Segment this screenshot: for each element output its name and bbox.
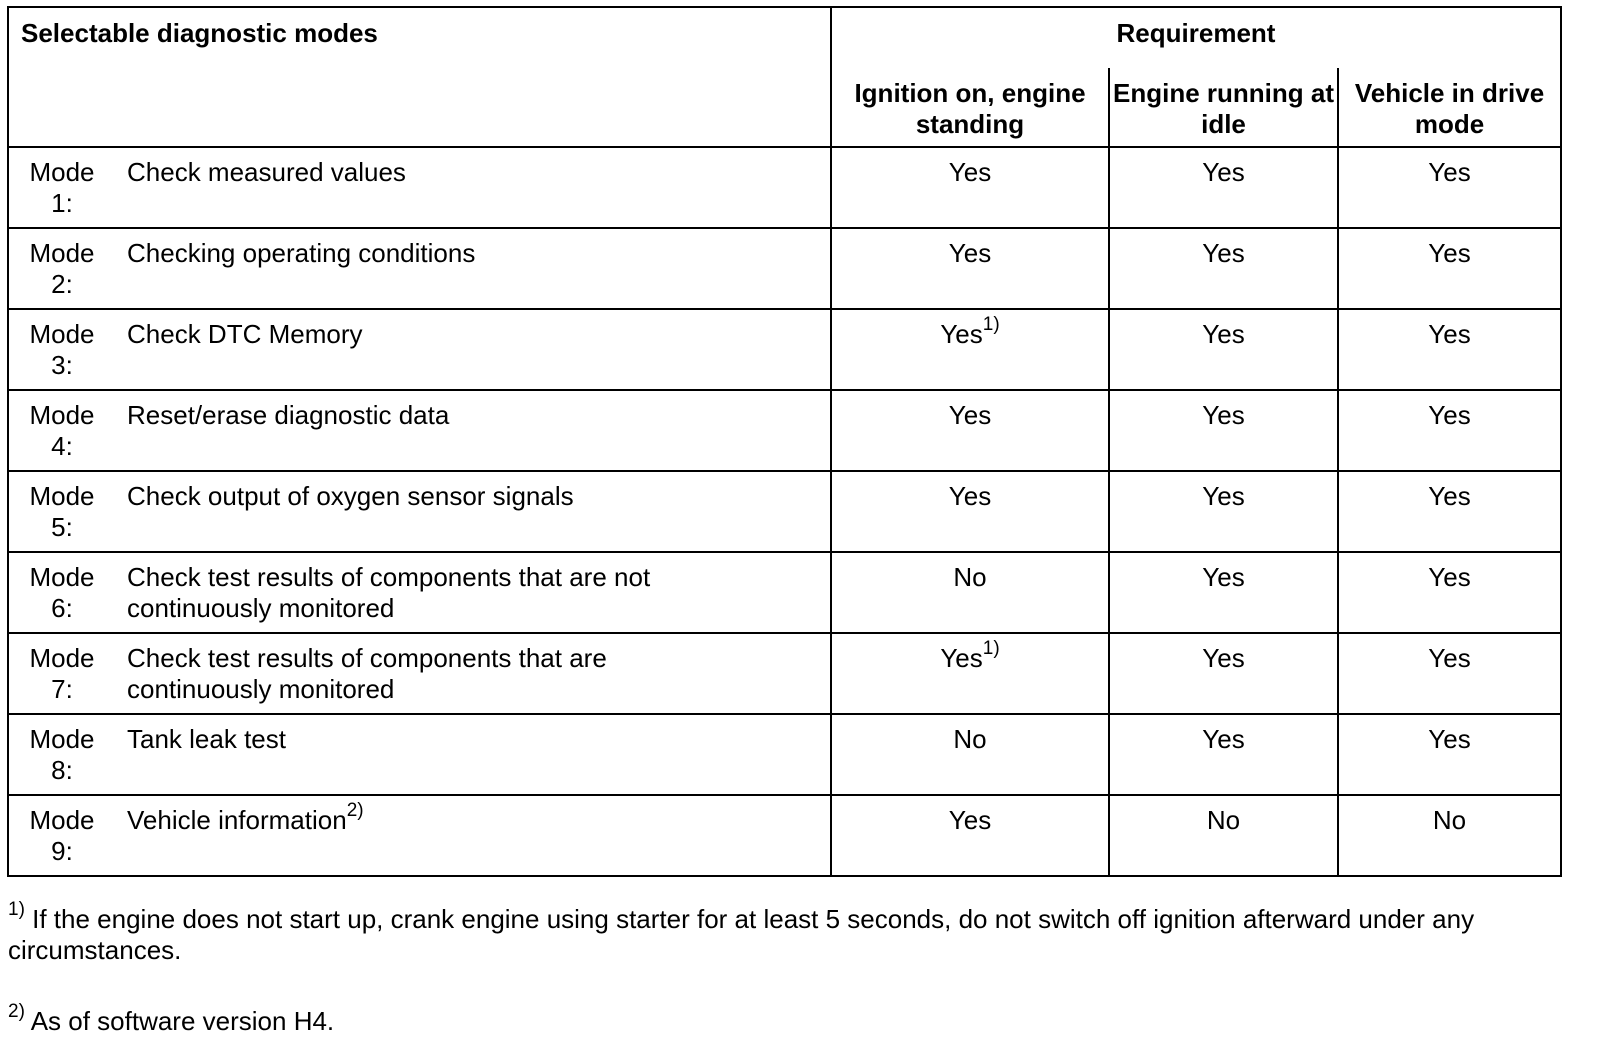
value-text: Yes (1202, 157, 1245, 187)
mode-label (22, 157, 102, 219)
value-text: Yes (1202, 724, 1245, 754)
value-engine-idle (1109, 552, 1338, 633)
value-text: Yes (940, 319, 983, 349)
mode-description-text: Tank leak test (127, 724, 286, 754)
mode-description (127, 481, 687, 512)
value-text: Yes (1428, 319, 1471, 349)
value-text: Yes (1428, 562, 1471, 592)
mode-label (22, 643, 102, 705)
value-engine-idle (1109, 309, 1338, 390)
diagnostic-modes-table (7, 6, 1562, 877)
table-row (8, 552, 1561, 633)
footnote-marker: 1) (8, 899, 25, 921)
value-text: Yes (1428, 238, 1471, 268)
mode-description (127, 643, 687, 705)
mode-description-cell (8, 552, 831, 633)
footnote-reference: 1) (982, 314, 1000, 336)
value-ignition-on (831, 228, 1109, 309)
value-text: No (953, 562, 987, 592)
mode-number: 2: (51, 269, 73, 299)
value-engine-idle (1109, 390, 1338, 471)
mode-label (22, 805, 102, 867)
table-body (8, 147, 1561, 876)
value-ignition-on (831, 633, 1109, 714)
mode-word: Mode (29, 238, 95, 268)
header-ignition-on: Ignition on, engine standing (831, 68, 1109, 147)
table-row (8, 471, 1561, 552)
value-ignition-on (831, 309, 1109, 390)
mode-description-text: Check DTC Memory (127, 319, 363, 349)
mode-description (127, 724, 687, 755)
value-drive-mode (1338, 147, 1561, 228)
mode-number: 8: (51, 755, 73, 785)
mode-word: Mode (29, 481, 95, 511)
mode-word: Mode (29, 643, 95, 673)
mode-description-cell (8, 795, 831, 876)
value-text: Yes (1202, 643, 1245, 673)
mode-description-cell (8, 633, 831, 714)
value-drive-mode (1338, 633, 1561, 714)
table-row (8, 309, 1561, 390)
mode-word: Mode (29, 562, 95, 592)
mode-description-text: Checking operating conditions (127, 238, 476, 268)
mode-description-text: Vehicle information (127, 805, 347, 835)
value-engine-idle (1109, 633, 1338, 714)
mode-description-text: Check test results of components that are continuously monitored (127, 643, 607, 704)
mode-description (127, 238, 687, 269)
value-text: Yes (940, 643, 983, 673)
mode-number: 1: (51, 188, 73, 218)
mode-number: 3: (51, 350, 73, 380)
mode-number: 7: (51, 674, 73, 704)
value-text: Yes (1202, 319, 1245, 349)
mode-label (22, 481, 102, 543)
table-row (8, 714, 1561, 795)
value-text: Yes (948, 157, 992, 187)
value-text: Yes (948, 481, 992, 511)
table-row (8, 795, 1561, 876)
mode-description-cell (8, 147, 831, 228)
value-text: Yes (1428, 643, 1471, 673)
footnote-marker: 2) (8, 1001, 25, 1023)
mode-description (127, 319, 687, 350)
value-ignition-on (831, 471, 1109, 552)
value-text: Yes (1428, 157, 1471, 187)
mode-description-text: Check output of oxygen sensor signals (127, 481, 574, 511)
mode-description-cell (8, 228, 831, 309)
table-row (8, 228, 1561, 309)
value-text: Yes (1202, 400, 1245, 430)
table-row (8, 390, 1561, 471)
mode-description (127, 800, 687, 836)
mode-word: Mode (29, 724, 95, 754)
mode-description (127, 562, 687, 624)
mode-description-text: Check measured values (127, 157, 406, 187)
value-text: Yes (1428, 724, 1471, 754)
mode-label (22, 562, 102, 624)
table-row (8, 633, 1561, 714)
mode-word: Mode (29, 157, 95, 187)
mode-label (22, 400, 102, 462)
header-selectable-modes: Selectable diagnostic modes (8, 7, 831, 147)
mode-description-text: Check test results of components that are not continuously monitored (127, 562, 651, 623)
value-text: Yes (1202, 481, 1245, 511)
value-text: No (953, 724, 987, 754)
header-requirement: Requirement (831, 7, 1561, 68)
value-ignition-on (831, 147, 1109, 228)
value-drive-mode (1338, 471, 1561, 552)
value-engine-idle (1109, 147, 1338, 228)
mode-description-cell (8, 714, 831, 795)
footnote-reference: 2) (346, 800, 364, 822)
value-ignition-on (831, 795, 1109, 876)
mode-label (22, 319, 102, 381)
value-text: No (1432, 805, 1467, 835)
value-text: Yes (1202, 238, 1245, 268)
value-text: Yes (948, 238, 992, 268)
value-engine-idle (1109, 795, 1338, 876)
table-row (8, 147, 1561, 228)
header-drive-mode: Vehicle in drive mode (1338, 68, 1561, 147)
header-engine-idle: Engine running at idle (1109, 68, 1338, 147)
value-text: Yes (1202, 562, 1245, 592)
mode-label (22, 238, 102, 300)
mode-description-cell (8, 309, 831, 390)
value-drive-mode (1338, 714, 1561, 795)
mode-word: Mode (29, 400, 95, 430)
value-drive-mode (1338, 552, 1561, 633)
footnote-2 (8, 1001, 1568, 1037)
mode-word: Mode (29, 805, 95, 835)
mode-number: 6: (51, 593, 73, 623)
value-engine-idle (1109, 471, 1338, 552)
value-drive-mode (1338, 309, 1561, 390)
mode-number: 5: (51, 512, 73, 542)
mode-description-cell (8, 471, 831, 552)
value-drive-mode (1338, 228, 1561, 309)
value-ignition-on (831, 390, 1109, 471)
mode-description-text: Reset/erase diagnostic data (127, 400, 450, 430)
value-text: Yes (1428, 400, 1471, 430)
value-drive-mode (1338, 795, 1561, 876)
value-ignition-on (831, 714, 1109, 795)
mode-description (127, 400, 687, 431)
value-ignition-on (831, 552, 1109, 633)
value-text: No (1206, 805, 1241, 835)
mode-description-cell (8, 390, 831, 471)
value-text: Yes (1428, 481, 1471, 511)
mode-label (22, 724, 102, 786)
footnote-1 (8, 899, 1568, 966)
mode-number: 4: (51, 431, 73, 461)
value-engine-idle (1109, 228, 1338, 309)
footnote-text: If the engine does not start up, crank engine using starter for at least 5 seconds, do not switch off ignition afterward under any circumstances. (8, 904, 1475, 965)
value-drive-mode (1338, 390, 1561, 471)
value-engine-idle (1109, 714, 1338, 795)
value-text: Yes (948, 805, 992, 835)
footnote-reference: 1) (982, 638, 1000, 660)
footnote-text: As of software version H4. (24, 1006, 335, 1036)
mode-word: Mode (29, 319, 95, 349)
value-text: Yes (948, 400, 992, 430)
mode-description (127, 157, 687, 188)
mode-number: 9: (51, 836, 73, 866)
